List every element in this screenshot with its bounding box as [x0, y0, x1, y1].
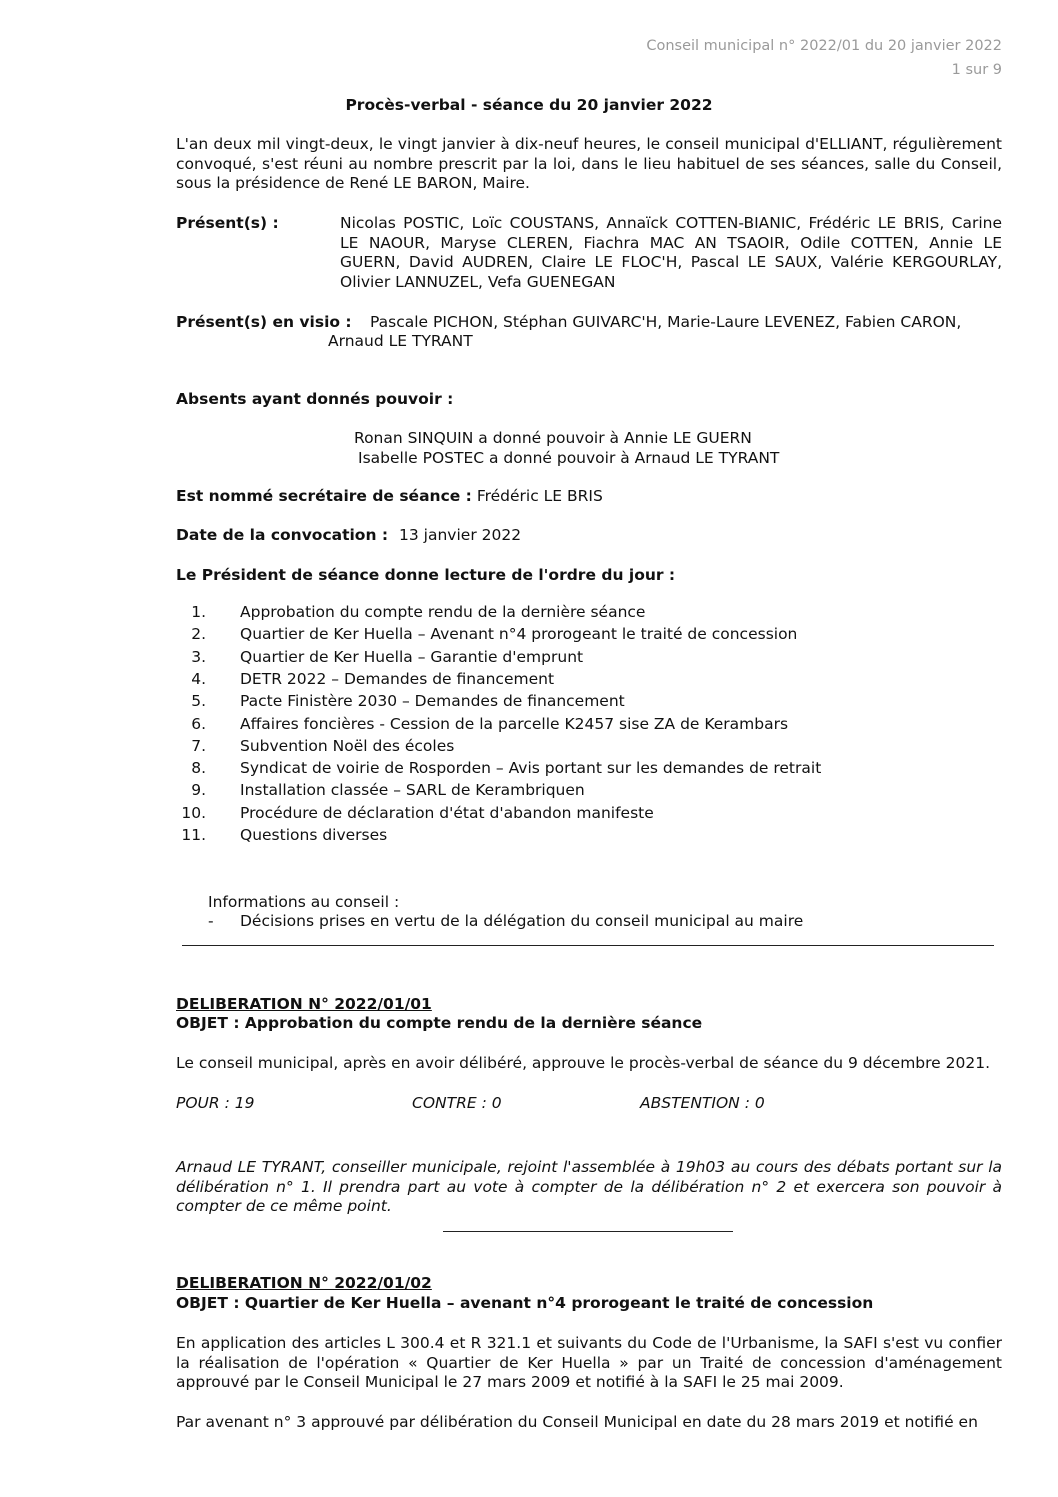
delib1-heading: DELIBERATION N° 2022/01/01	[176, 995, 432, 1013]
vote-pour: POUR : 19	[176, 1094, 255, 1112]
present-visio-line2: Arnaud LE TYRANT	[328, 332, 473, 350]
agenda-item-text: Quartier de Ker Huella – Garantie d'emprunt	[240, 647, 584, 666]
agenda-item-number: 10.	[181, 803, 206, 822]
agenda-item-number: 5.	[191, 692, 206, 711]
agenda-item-number: 7.	[191, 736, 206, 755]
agenda-item-number: 8.	[191, 759, 206, 778]
ordre-du-jour-label: Le Président de séance donne lecture de l'ordre du jour :	[176, 566, 676, 584]
agenda-item-number: 9.	[191, 781, 206, 800]
agenda-item-number: 6.	[191, 714, 206, 733]
header-page-number: 1 sur 9	[951, 62, 1002, 78]
agenda-item-text: Approbation du compte rendu de la dernière séance	[240, 603, 646, 621]
agenda-item-number: 11.	[181, 826, 206, 844]
agenda-item-text: Procédure de déclaration d'état d'abandon manifeste	[240, 803, 654, 822]
agenda-item-text: Syndicat de voirie de Rosporden – Avis portant sur les demandes de retrait	[240, 759, 822, 778]
intro-paragraph: L'an deux mil vingt-deux, le vingt janvier à dix-neuf heures, le conseil municipal d'ELLIANT, régulièrement convoqué, s'est réuni au nombre prescrit par la loi, dans le lieu habituel de ses séances, salle du Conseil, sous la présidence de René LE BARON, Maire.	[176, 135, 1002, 192]
delib2-heading: DELIBERATION N° 2022/01/02	[176, 1274, 432, 1292]
absents-label: Absents ayant donnés pouvoir :	[176, 390, 454, 408]
secretaire-value: Frédéric LE BRIS	[476, 487, 603, 505]
vote-abstention: ABSTENTION : 0	[640, 1094, 765, 1112]
present-visio-label: Présent(s) en visio :	[176, 313, 352, 331]
page-title: Procès-verbal - séance du 20 janvier 2022	[345, 96, 713, 114]
absent-proxy-2: Isabelle POSTEC a donné pouvoir à Arnaud LE TYRANT	[358, 449, 780, 467]
agenda-item-number: 3.	[191, 647, 206, 666]
delib2-paragraph-1: En application des articles L 300.4 et R 321.1 et suivants du Code de l'Urbanisme, la SAFI s'est vu confier la réalisation de l'opération « Quartier de Ker Huella » par un Traité de concession d'aménagement approuvé par le Conseil Municipal le 27 mars 2009 et notifié à la SAFI le 25 mai 2009.	[176, 1334, 1002, 1391]
agenda-item-number: 4.	[191, 669, 206, 688]
convocation-label: Date de la convocation :	[176, 526, 389, 544]
delib1-text: Le conseil municipal, après en avoir délibéré, approuve le procès-verbal de séance du 9 décembre 2021.	[176, 1054, 990, 1072]
agenda-item-number: 1.	[191, 603, 206, 621]
delib1-objet: OBJET : Approbation du compte rendu de la dernière séance	[176, 1014, 703, 1032]
present-visio-line1: Pascale PICHON, Stéphan GUIVARC'H, Marie-Laure LEVENEZ, Fabien CARON,	[370, 313, 962, 331]
short-divider	[443, 1231, 733, 1232]
convocation-line	[176, 526, 521, 544]
delib1-note: Arnaud LE TYRANT, conseiller municipale, rejoint l'assemblée à 19h03 au cours des débats portant sur la délibération n° 1. Il prendra part au vote à compter de la délibération n° 2 et exercera son pouvoir à compter de ce même point.	[176, 1158, 1002, 1215]
header-session: Conseil municipal n° 2022/01 du 20 janvier 2022	[646, 38, 1002, 54]
agenda-item-text: Installation classée – SARL de Kerambriquen	[240, 781, 585, 800]
absent-proxy-1: Ronan SINQUIN a donné pouvoir à Annie LE GUERN	[354, 429, 752, 447]
agenda-item-text: Affaires foncières - Cession de la parcelle K2457 sise ZA de Kerambars	[240, 714, 789, 733]
agenda-item-text: Subvention Noël des écoles	[240, 736, 455, 755]
secretaire-label: Est nommé secrétaire de séance :	[176, 487, 472, 505]
delib2-paragraph-2: Par avenant n° 3 approuvé par délibération du Conseil Municipal en date du 28 mars 2019 et notifié en	[176, 1413, 978, 1431]
section-divider	[182, 945, 994, 946]
agenda-item-text: DETR 2022 – Demandes de financement	[240, 669, 555, 688]
convocation-value: 13 janvier 2022	[399, 526, 522, 544]
informations-item: Décisions prises en vertu de la délégation du conseil municipal au maire	[240, 912, 804, 930]
secretaire-line	[176, 487, 603, 505]
informations-label: Informations au conseil :	[208, 893, 400, 911]
present-label: Présent(s) :	[176, 214, 279, 232]
delib2-objet: OBJET : Quartier de Ker Huella – avenant n°4 prorogeant le traité de concession	[176, 1294, 874, 1312]
agenda-item-text: Pacte Finistère 2030 – Demandes de financement	[240, 692, 625, 711]
agenda-item-text: Quartier de Ker Huella – Avenant n°4 prorogeant le traité de concession	[240, 625, 798, 644]
agenda-item-number: 2.	[191, 625, 206, 644]
agenda-item-text: Questions diverses	[240, 826, 388, 844]
vote-contre: CONTRE : 0	[412, 1094, 502, 1112]
present-list: Nicolas POSTIC, Loïc COUSTANS, Annaïck COTTEN-BIANIC, Frédéric LE BRIS, Carine LE NAOUR, Maryse CLEREN, Fiachra MAC AN TSAOIR, Odile COTTEN, Annie LE GUERN, David AUDREN, Claire LE FLOC'H, Pascal LE SAUX, Valérie KERGOURLAY, Olivier LANNUZEL, Vefa GUENEGAN	[340, 214, 1002, 291]
informations-bullet: -	[208, 912, 214, 930]
